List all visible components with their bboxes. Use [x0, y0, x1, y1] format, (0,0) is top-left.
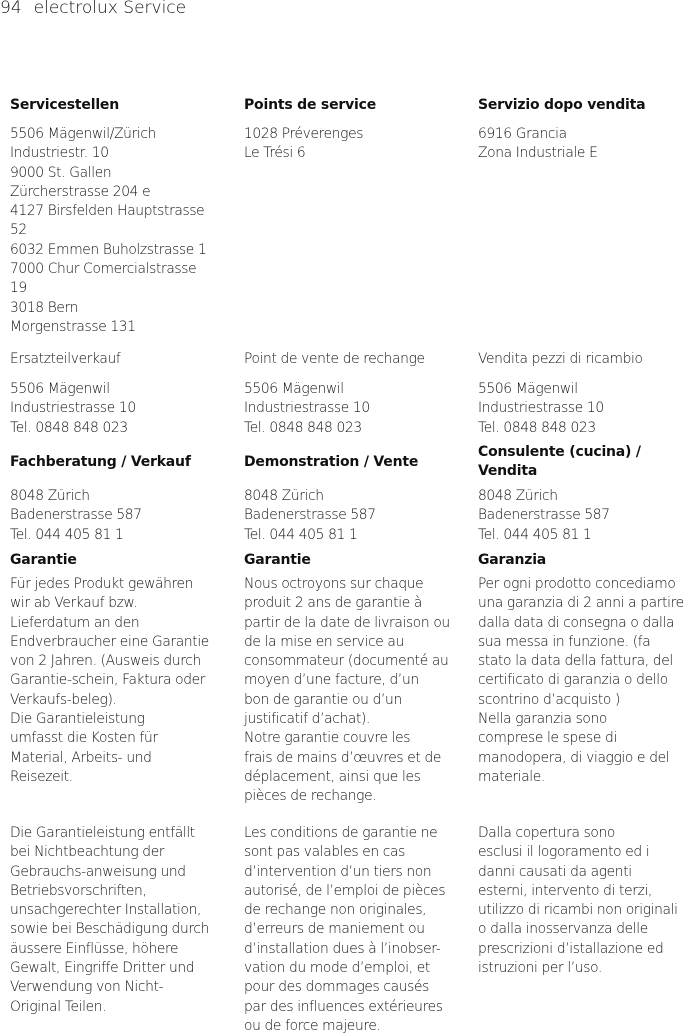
- sales-address: 8048 Zürich Badenerstrasse 587 Tel. 044 405 81 1: [10, 488, 142, 543]
- warranty-heading: Garantie: [10, 552, 77, 568]
- service-heading: Servizio dopo vendita: [478, 97, 646, 113]
- warranty-paragraph: Für jedes Produkt gewähren wir ab Verkauf bzw. Lieferdatum an den Endverbraucher eine Garantie von 2 Jahren. (Ausweis durch Garantie-schein, Faktura oder Verkaufs-beleg).: [10, 576, 209, 708]
- sales-heading: Fachberatung / Verkauf: [10, 454, 191, 470]
- parts-address: 5506 Mägenwil Industriestrasse 10 Tel. 0848 848 023: [244, 381, 370, 436]
- parts-heading: Vendita pezzi di ricambio: [478, 351, 643, 367]
- exclusions-paragraph: Les conditions de garantie ne sont pas valables en cas d’intervention d’un tiers non autorisé, de l’emploi de pièces de rechange non originales, d’erreurs de maniement ou d’installation dues à l’inobser- vation du mode d’emploi, et pour des dommages causés par des influences extérieures ou de force majeure.: [244, 825, 446, 1034]
- sales-address: 8048 Zürich Badenerstrasse 587 Tel. 044 405 81 1: [244, 488, 376, 543]
- parts-heading: Point de vente de rechange: [244, 351, 425, 367]
- parts-address: 5506 Mägenwil Industriestrasse 10 Tel. 0848 848 023: [10, 381, 136, 436]
- warranty-coverage-paragraph: Die Garantieleistung umfasst die Kosten für Material, Arbeits- und Reisezeit.: [10, 711, 158, 785]
- sales-address: 8048 Zürich Badenerstrasse 587 Tel. 044 405 81 1: [478, 488, 610, 543]
- warranty-text: [478, 575, 690, 787]
- page-number: 94: [0, 0, 22, 18]
- warranty-paragraph: Nous octroyons sur chaque produit 2 ans de garantie à partir de la date de livraison ou de la mise en service au consommateur (documenté au moyen d’une facture, d’un bon de garantie ou d’un justificatif d’achat).: [244, 576, 450, 728]
- service-addresses: 1028 Préverenges Le Trési 6: [244, 126, 364, 162]
- exclusions-paragraph: Die Garantieleistung entfällt bei Nichtbeachtung der Gebrauchs-anweisung und Betriebsvorschriften, unsachgerechter Installation, sowie bei Beschädigung durch äussere Einflüsse, höhere Gewalt, Eingriffe Dritter und Verwendung von Nicht- Original Teilen.: [10, 825, 210, 1015]
- warranty-text: [244, 575, 476, 807]
- sales-heading: Demonstration / Vente: [244, 454, 419, 470]
- service-heading: Servicestellen: [10, 97, 119, 113]
- warranty-text: [10, 575, 242, 787]
- warranty-coverage-paragraph: Nella garanzia sono comprese le spese di manodopera, di viaggio e del materiale.: [478, 711, 670, 785]
- warranty-heading: Garantie: [244, 552, 311, 568]
- service-addresses: 5506 Mägenwil/Zürich Industriestr. 10 9000 St. Gallen Zürcherstrasse 204 e 4127 Birsfelden Hauptstrasse 52 6032 Emmen Buholzstrasse 1 7000 Chur Comercialstrasse 19 3018 Bern Morgenstrasse 131: [10, 126, 207, 335]
- warranty-coverage-paragraph: Notre garantie couvre les frais de mains d’œuvres et de déplacement, ainsi que les pièces de rechange.: [244, 730, 442, 805]
- service-heading: Points de service: [244, 97, 376, 113]
- parts-heading: Ersatzteilverkauf: [10, 351, 121, 367]
- parts-address: 5506 Mägenwil Industriestrasse 10 Tel. 0848 848 023: [478, 381, 604, 436]
- exclusions-paragraph: Dalla copertura sono esclusi il logoramento ed i danni causati da agenti esterni, intervento di terzi, utilizzo di ricambi non originali o dalla inosservanza delle prescrizioni d’istallazione ed istruzioni per l’uso.: [478, 825, 678, 977]
- sales-heading: Consulente (cucina) / Vendita: [478, 444, 641, 479]
- header-brand: electrolux Service: [33, 0, 187, 18]
- warranty-paragraph: Per ogni prodotto concediamo una garanzia di 2 anni a partire dalla data di consegna o dalla sua messa in funzione. (fa stato la data della fattura, del certificato di garanzia o dello scontrino d’acquisto ): [478, 576, 684, 708]
- service-addresses: 6916 Grancia Zona Industriale E: [478, 126, 598, 162]
- warranty-heading: Garanzia: [478, 552, 547, 568]
- page-header: [0, 0, 186, 19]
